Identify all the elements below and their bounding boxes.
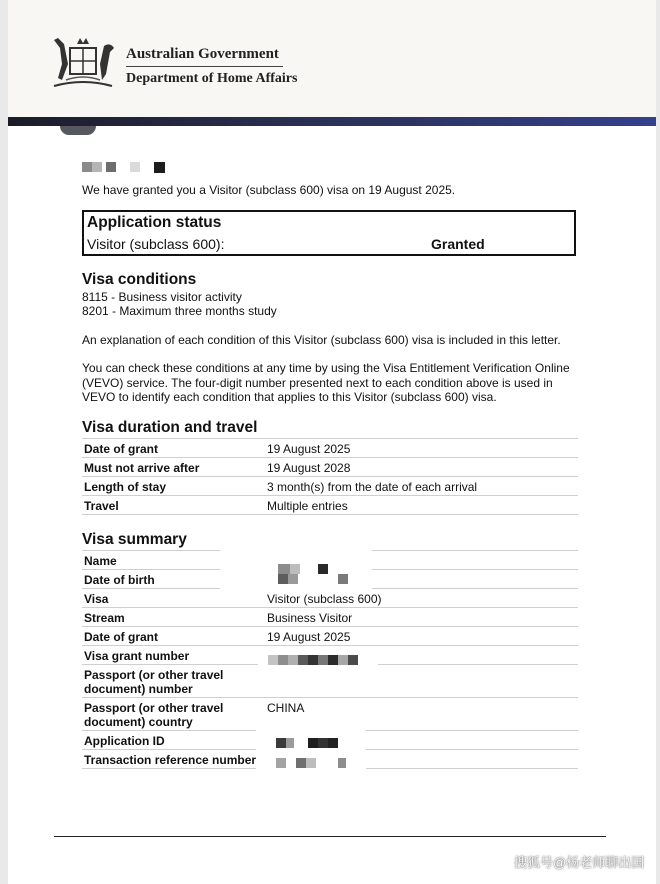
row-label: Travel <box>84 499 119 513</box>
row-value: 19 August 2028 <box>267 461 351 475</box>
condition-item: 8115 - Business visitor activity <box>82 290 242 304</box>
row-value: Business Visitor <box>267 611 353 625</box>
conditions-explanation: An explanation of each condition of this Visitor (subclass 600) visa is included in this letter. <box>82 333 561 347</box>
duration-table <box>82 438 578 515</box>
table-row <box>82 496 578 515</box>
row-value: 19 August 2025 <box>267 630 351 644</box>
condition-item: 8201 - Maximum three months study <box>82 304 277 318</box>
visa-grant-letter <box>8 0 656 884</box>
table-row <box>82 458 578 477</box>
table-row <box>82 439 578 458</box>
grant-intro: We have granted you a Visitor (subclass 600) visa on 19 August 2025. <box>82 183 456 197</box>
row-label: Visa grant number <box>84 649 190 663</box>
watermark: 搜狐号@杨老师聊出国 <box>514 855 645 870</box>
redacted-grant-number <box>258 646 378 666</box>
coat-of-arms-icon <box>44 34 122 90</box>
vevo-line: (VEVO) service. The four-digit number presented next to each condition above is used in <box>82 375 553 390</box>
row-label: Must not arrive after <box>84 461 200 475</box>
vevo-paragraph <box>82 361 582 405</box>
visa-duration-title: Visa duration and travel <box>82 419 258 436</box>
row-label: Application ID <box>84 734 165 748</box>
department-name: Department of Home Affairs <box>126 71 298 86</box>
application-status-title: Application status <box>87 214 222 231</box>
row-value: 19 August 2025 <box>267 442 351 456</box>
row-label: Date of grant <box>84 630 159 644</box>
header-divider <box>126 66 283 67</box>
visa-summary-title: Visa summary <box>82 531 187 548</box>
row-value: 3 month(s) from the date of each arrival <box>267 480 478 494</box>
table-row <box>82 608 578 627</box>
table-row <box>82 665 578 698</box>
header-tab-shadow <box>60 126 96 135</box>
row-label: Date of birth <box>84 573 155 587</box>
letter-header <box>8 0 656 118</box>
row-label: Passport (or other travel document) country <box>84 701 224 729</box>
table-row <box>82 589 578 608</box>
table-row <box>82 477 578 496</box>
government-name: Australian Government <box>126 46 279 62</box>
application-status-box <box>82 210 576 256</box>
status-visa-label: Visitor (subclass 600): <box>87 236 225 252</box>
vevo-line: You can check these conditions at any time by using the Visa Entitlement Verification Online <box>82 361 570 375</box>
row-label: Date of grant <box>84 442 159 456</box>
row-label: Stream <box>84 611 125 625</box>
row-label: Name <box>84 554 117 568</box>
row-value: CHINA <box>267 701 305 715</box>
row-value: Multiple entries <box>267 499 348 513</box>
row-label: Length of stay <box>84 480 167 494</box>
vevo-line: VEVO to identify each condition that applies to this Visitor (subclass 600) visa. <box>82 390 497 404</box>
visa-conditions-title: Visa conditions <box>82 271 197 288</box>
table-row <box>82 698 578 731</box>
table-row <box>82 627 578 646</box>
status-value: Granted <box>431 236 485 252</box>
header-band <box>8 117 656 126</box>
row-value: Visitor (subclass 600) <box>267 592 382 606</box>
footer-divider <box>54 836 606 837</box>
row-label: Passport (or other travel document) number <box>84 668 224 696</box>
redacted-name-dob <box>220 548 372 590</box>
row-label: Transaction reference number <box>84 753 257 767</box>
redacted-application-id <box>256 730 366 770</box>
row-label: Visa <box>84 592 109 606</box>
